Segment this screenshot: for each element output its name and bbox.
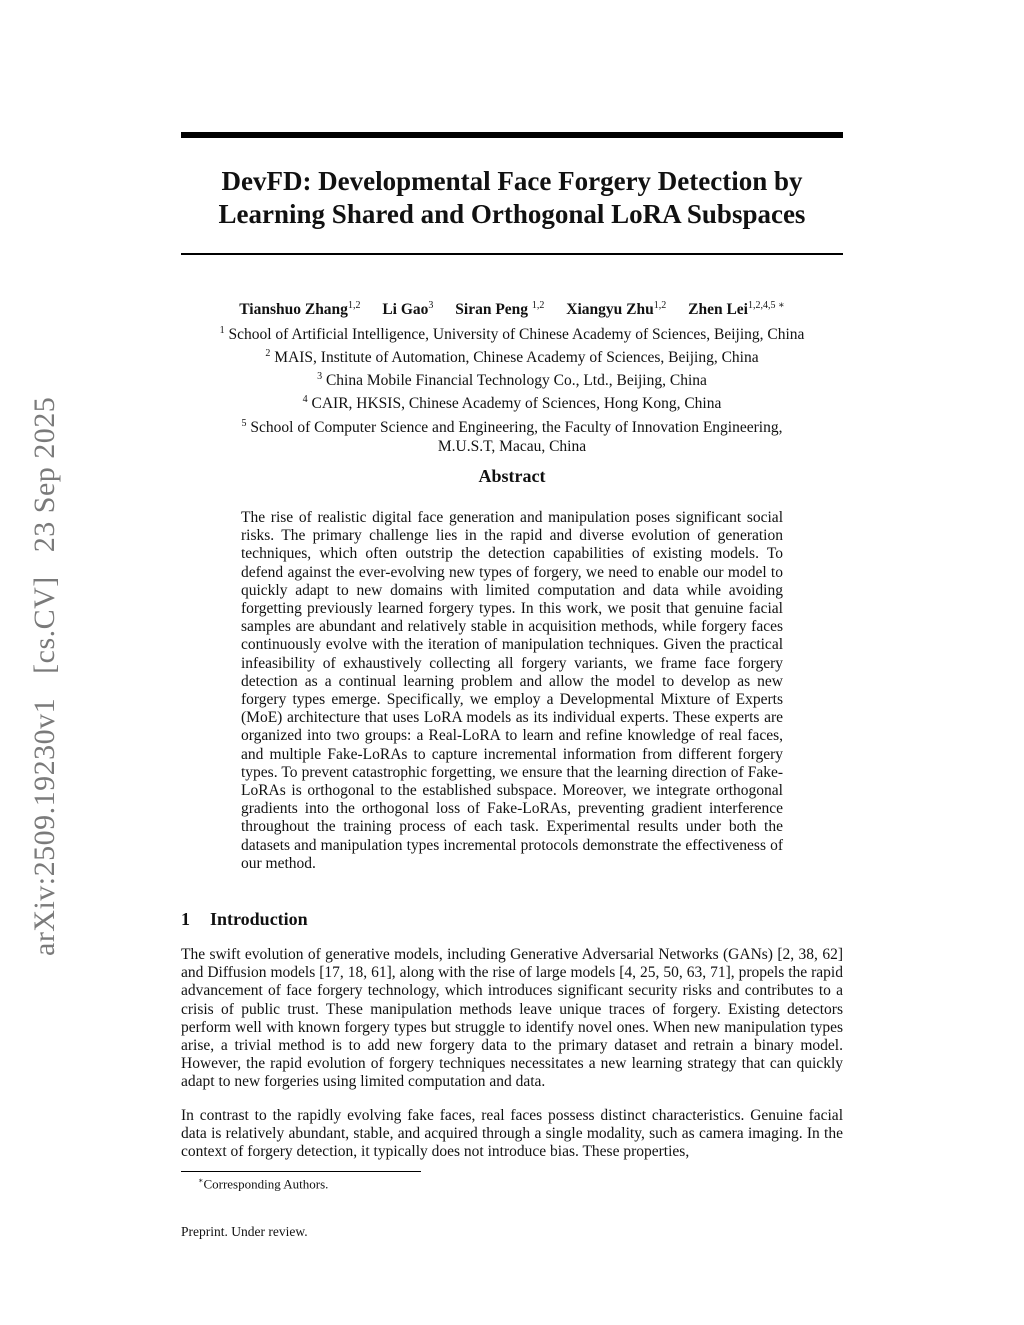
footnote: [198, 1176, 328, 1192]
affiliation-list: [181, 321, 843, 456]
abstract-text: The rise of realistic digital face generation and manipulation poses significant social risks. The primary challenge lies in the rapid and diverse evolution of generation techniques, which often outstrip the detection capabilities of existing models. To defend against the ever-evolving new types of forgery, we need to enable our model to quickly adapt to new domains with limited computation and data while avoiding forgetting previously learned forgery types. In this work, we posit that genuine facial samples are abundant and relatively stable in acquisition methods, while forgery faces continuously evolve with the iteration of manipulation techniques. Given the practical infeasibility of exhaustively collecting all forgery variants, we frame face forgery detection as a continual learning problem and allow the model to develop as new forgery types emerge. Specifically, we employ a Developmental Mixture of Experts (MoE) architecture that uses LoRA models as its individual experts. These experts are organized into two groups: a Real-LoRA to learn and refine knowledge of real faces, and multiple Fake-LoRAs to capture incremental information from different forgery types. To prevent catastrophic forgetting, we ensure that the learning direction of Fake-LoRAs is orthogonal to the established subspace. Moreover, we integrate orthogonal gradients into the orthogonal loss of Fake-LoRAs, preventing gradient interference throughout the training process of each task. Experimental results under both the datasets and manipulation types incremental protocols demonstrate the effectiveness of our method.: [241, 509, 783, 872]
author: Li Gao$^3$: [382, 300, 434, 319]
title-bottom-rule: [181, 253, 843, 255]
arxiv-date: 23 Sep 2025: [28, 396, 61, 553]
affiliation: $^4$ CAIR, HKSIS, Chinese Academy of Sciences, Hong Kong, China: [302, 394, 722, 413]
arxiv-side-stamp: [28, 381, 62, 956]
author: Tianshuo Zhang$^{1,2}$: [239, 300, 361, 319]
section-number: 1: [181, 909, 190, 929]
footnote-mark: ∗: [198, 1176, 204, 1185]
author: Zhen Lei$^{1,2,4,5 ∗}$: [688, 300, 785, 319]
title-line-1: DevFD: Developmental Face Forgery Detection by: [221, 166, 803, 196]
section-title: Introduction: [210, 909, 308, 929]
body-paragraph: In contrast to the rapidly evolving fake faces, real faces possess distinct characteristics. Genuine facial data is relatively abundant, stable, and acquired through a single modality, such as camera imaging. In the context of forgery detection, it typically does not introduce bias. These properties,: [181, 1107, 843, 1161]
author: Xiangyu Zhu$^{1,2}$: [566, 300, 667, 319]
affiliation: $^2$ MAIS, Institute of Automation, Chinese Academy of Sciences, Beijing, China: [265, 348, 759, 367]
author: Siran Peng $^{1,2}$: [455, 300, 545, 319]
abstract-heading: Abstract: [478, 466, 546, 486]
section-heading: [181, 909, 308, 930]
affiliation: $^5$ School of Computer Science and Engineering, the Faculty of Innovation Engineering,: [241, 417, 783, 436]
footnote-text: Corresponding Authors.: [203, 1176, 329, 1192]
arxiv-category: [cs.CV]: [28, 576, 61, 674]
title-top-rule: [181, 132, 843, 138]
paper-title: [181, 165, 843, 231]
author-list: [181, 300, 843, 319]
affiliation: M.U.S.T, Macau, China: [437, 437, 587, 455]
footnote-rule: [181, 1171, 421, 1172]
preprint-notice: Preprint. Under review.: [181, 1224, 308, 1239]
affiliation: $^3$ China Mobile Financial Technology Co., Ltd., Beijing, China: [317, 371, 707, 390]
title-line-2: Learning Shared and Orthogonal LoRA Subspaces: [218, 199, 806, 229]
body-paragraph: The swift evolution of generative models, including Generative Adversarial Networks (GANs) [2, 38, 62] and Diffusion models [17, 18, 61], along with the rise of large models [4, 25, 50, 63, 71], propels the rapid advancement of face forgery technology, which introduces significant security risks and contributes to a crisis of public trust. These manipulation methods leave unique traces of forgery. Existing detectors perform well with known forgery types but struggle to identify novel ones. When new manipulation types arise, a trivial method is to add new forgery data to the primary dataset and retrain a binary model. However, the rapid evolution of forgery techniques necessitates a new learning strategy that can quickly adapt to new forgeries using limited computation and data.: [181, 946, 843, 1091]
arxiv-id: arXiv:2509.19230v1: [28, 697, 61, 956]
affiliation: $^1$ School of Artificial Intelligence, University of Chinese Academy of Sciences, Beijing, China: [219, 325, 805, 344]
